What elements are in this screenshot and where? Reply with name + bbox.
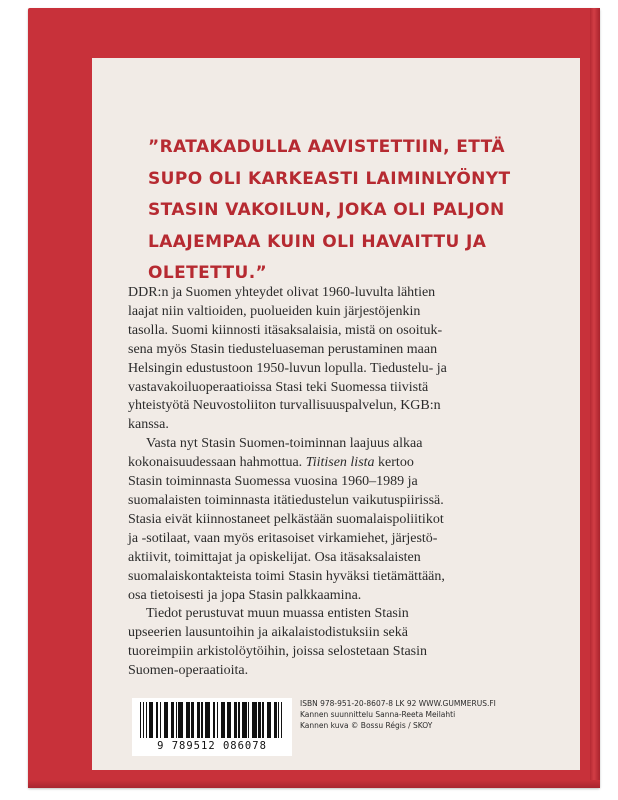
text-line: Tiedot perustuvat muun muassa entisten Stasin — [146, 606, 409, 622]
quote-line: LAAJEMPAA KUIN OLI HAVAITTU JA — [148, 231, 487, 252]
book-edge — [590, 8, 600, 788]
text-line: kokonaisuudessaan hahmottua. — [128, 455, 303, 471]
text-line: sena myös Stasin tiedusteluaseman perustaminen maan — [128, 341, 438, 357]
cover-photo-credit: Kannen kuva © Bossu Régis / SKOY — [300, 721, 433, 730]
quote-line: ”RATAKADULLA AAVISTETTIIN, ETTÄ — [148, 137, 505, 157]
book-title: Tiitisen lista — [305, 455, 375, 471]
barcode-space — [282, 702, 283, 738]
quote-line: STASIN VAKOILUN, JOKA OLI PALJON — [148, 200, 505, 220]
blurb-paragraph-1 — [128, 284, 556, 435]
blurb — [128, 284, 556, 681]
text-line: kertoo — [374, 455, 414, 471]
text-line: suomalaiskontakteista toimi Stasin hyväksi tietämättään, — [128, 568, 445, 584]
text-line: laajat niin valtioiden, puolueiden kuin järjestöjenkin — [128, 303, 421, 319]
text-line: tuoreimpiin arkistolöytöihin, joissa selostetaan Stasin — [128, 644, 428, 660]
text-line: aktiivit, toimittajat ja opiskelijat. Osa itäsaksalaisten — [128, 549, 421, 565]
text-line: upseerien lausuntoihin ja aikalaistodistuksiin sekä — [128, 625, 408, 641]
text-line: Stasin toiminnasta Suomessa vuosina 1960–1989 ja — [128, 474, 418, 490]
text-line-with-title — [128, 454, 556, 473]
text-line: Suomen-operaatioita. — [128, 663, 249, 679]
isbn-barcode — [132, 698, 292, 756]
quote-line: OLETETTU.” — [148, 263, 268, 283]
text-line: DDR:n ja Suomen yhteydet olivat 1960-luvulta lähtien — [128, 285, 436, 300]
barcode-bars — [140, 702, 284, 738]
pull-quote — [148, 132, 548, 290]
text-line: Vasta nyt Stasin Suomen-toiminnan laajuus alkaa — [146, 436, 423, 452]
blurb-paragraph-3 — [128, 605, 556, 681]
book-bottom-edge — [28, 780, 600, 788]
text-line: kanssa. — [128, 417, 169, 433]
text-line: yhteistyötä Neuvostoliiton turvallisuuspalvelun, KGB:n — [128, 398, 441, 414]
text-panel — [92, 58, 580, 770]
text-line: suomalaisten toiminnasta itätiedustelun vaikutuspiirissä. — [128, 492, 444, 508]
text-line: vastavakoiluoperaatioissa Stasi teki Suomessa tiivistä — [128, 379, 429, 395]
barcode-digits: 9 789512 086078 — [157, 740, 267, 752]
cover-design-credit: Kannen suunnittelu Sanna-Reeta Meilahti — [300, 710, 456, 719]
text-line: Helsingin edustustoon 1950-luvun lopulla. Tiedustelu- ja — [128, 360, 447, 376]
text-line: tasolla. Suomi kiinnosti itäsaksalaisia, mistä on osoituk- — [128, 322, 443, 338]
book-back-cover — [28, 8, 600, 788]
text-line: osa tietoisesti ja jopa Stasin palkkaamina. — [128, 587, 362, 603]
isbn-line: ISBN 978-951-20-8607-8 LK 92 WWW.GUMMERUS.FI — [300, 699, 496, 708]
text-line: ja -sotilaat, vaan myös eritasoiset virkamiehet, järjestö- — [128, 530, 438, 546]
blurb-paragraph-2 — [128, 435, 556, 605]
publication-info — [300, 698, 580, 731]
quote-line: SUPO OLI KARKEASTI LAIMINLYÖNYT — [148, 168, 511, 189]
text-line: Stasia eivät kiinnostaneet pelkästään suomalaispoliitikot — [128, 511, 444, 527]
